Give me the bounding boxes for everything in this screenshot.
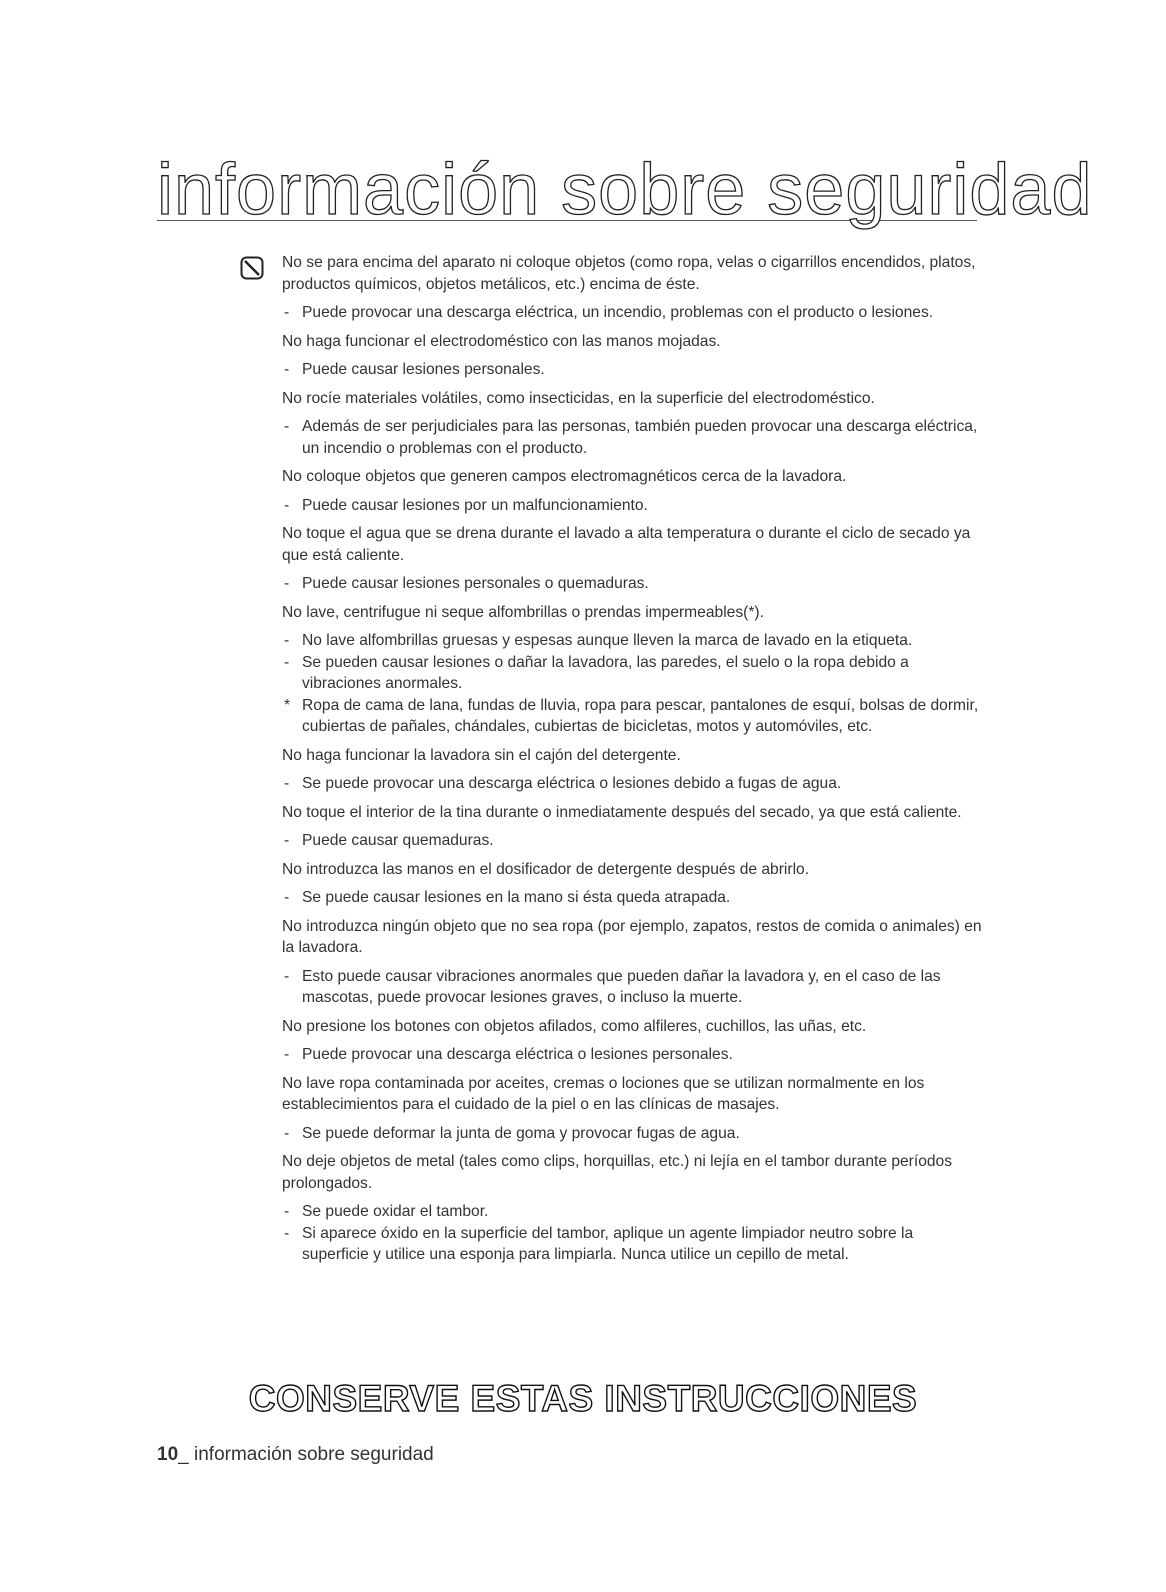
footer-section-title: información sobre seguridad (194, 1444, 434, 1465)
bullet-mark: - (284, 1224, 290, 1242)
warning-text: No toque el interior de la tina durante o inmediatamente después del secado, ya que está caliente. (282, 803, 962, 821)
warning-consequences (282, 416, 982, 459)
consequence-text: Puede causar lesiones personales o quemaduras. (302, 575, 649, 592)
bullet-mark: - (284, 775, 290, 792)
consequence-text: No lave alfombrillas gruesas y espesas aunque lleven la marca de lavado en la etiqueta. (302, 632, 913, 649)
consequence-item (282, 652, 982, 695)
consequence-text: Se pueden causar lesiones o dañar la lavadora, las paredes, el suelo o la ropa debido a vibraciones anormales. (302, 653, 909, 692)
bullet-mark: - (284, 496, 290, 514)
consequence-item (282, 1223, 982, 1266)
warning-text: No introduzca ningún objeto que no sea ropa (por ejemplo, zapatos, restos de comida o animales) en la lavadora. (282, 917, 982, 956)
warning-text: No lave, centrifugue ni seque alfombrillas o prendas impermeables(*). (282, 603, 764, 621)
warning-consequences (282, 630, 982, 738)
bullet-mark: - (284, 418, 290, 435)
consequence-text: Puede causar lesiones por un malfuncionamiento. (302, 496, 648, 514)
page-number: 10 (157, 1444, 179, 1465)
consequence-text: Se puede provocar una descarga eléctrica o lesiones debido a fugas de agua. (302, 775, 842, 792)
warning-text: No toque el agua que se drena durante el lavado a alta temperatura o durante el ciclo de secado ya que está caliente. (282, 525, 971, 564)
warning-text: No se para encima del aparato ni coloque objetos (como ropa, velas o cigarrillos encendidos, platos, productos químicos, objetos metálicos, etc.) encima de éste. (282, 254, 976, 293)
warning-text: No lave ropa contaminada por aceites, cremas o lociones que se utilizan normalmente en los establecimientos para el cuidado de la piel o en las clínicas de masajes. (282, 1074, 925, 1113)
bullet-mark: - (284, 632, 290, 649)
warning-text: No coloque objetos que generen campos electromagnéticos cerca de la lavadora. (282, 468, 847, 485)
page-title-block (157, 142, 1093, 230)
bullet-mark: - (284, 361, 290, 378)
consequence-item (282, 630, 982, 652)
warning-consequences (282, 887, 982, 909)
warning-consequences (282, 773, 982, 795)
bullet-mark: - (284, 653, 290, 671)
bullet-mark: - (284, 1203, 290, 1220)
consequence-item (282, 495, 982, 517)
bullet-mark: - (284, 304, 290, 321)
prohibition-icon (240, 256, 264, 280)
consequence-text: Ropa de cama de lana, fundas de lluvia, ropa para pescar, pantalones de esquí, bolsas de dormir, cubiertas de pañales, chándales, cubiertas de bicicletas, motos y automóviles, etc. (302, 696, 979, 735)
consequence-text: Se puede deformar la junta de goma y provocar fugas de agua. (302, 1124, 740, 1142)
warning-consequences (282, 966, 982, 1009)
warning-consequences (282, 1201, 982, 1266)
consequence-item (282, 1123, 982, 1145)
warning-consequences (282, 573, 982, 595)
consequence-item (282, 416, 982, 459)
consequence-text: Se puede oxidar el tambor. (302, 1203, 489, 1220)
consequence-text: Puede provocar una descarga eléctrica o lesiones personales. (302, 1046, 733, 1063)
warning-consequences (282, 495, 982, 517)
consequence-item (282, 302, 982, 324)
consequence-text: Se puede causar lesiones en la mano si ésta queda atrapada. (302, 889, 731, 906)
warning-consequences (282, 830, 982, 852)
consequence-item (282, 830, 982, 852)
consequence-item (282, 773, 982, 795)
warning-text: No haga funcionar el electrodoméstico con las manos mojadas. (282, 332, 721, 350)
warning-text: No rocíe materiales volátiles, como insecticidas, en la superficie del electrodoméstico. (282, 389, 875, 407)
bullet-mark: - (284, 832, 290, 849)
warning-text: No presione los botones con objetos afilados, como alfileres, cuchillos, las uñas, etc. (282, 1017, 867, 1035)
warning-text: No deje objetos de metal (tales como clips, horquillas, etc.) ni lejía en el tambor durante períodos prolongados. (282, 1153, 953, 1192)
consequence-item (282, 695, 982, 738)
page-title: información sobre seguridad (157, 150, 1093, 230)
warning-consequences (282, 1123, 982, 1145)
warning-text: No introduzca las manos en el dosificador de detergente después de abrirlo. (282, 860, 810, 878)
consequence-text: Si aparece óxido en la superficie del tambor, aplique un agente limpiador neutro sobre la superficie y utilice una esponja para limpiarla. Nunca utilice un cepillo de metal. (302, 1224, 914, 1263)
footer-separator: _ (178, 1444, 194, 1465)
consequence-text: Además de ser perjudiciales para las personas, también pueden provocar una descarga eléctrica, un incendio o problemas con el producto. (302, 418, 978, 457)
consequence-item (282, 887, 982, 909)
bullet-mark: - (284, 575, 290, 592)
consequence-text: Puede causar quemaduras. (302, 832, 494, 849)
bullet-mark: - (284, 967, 290, 985)
bullet-mark: * (284, 696, 291, 714)
consequence-item (282, 1201, 982, 1223)
bullet-mark: - (284, 889, 290, 906)
consequence-item (282, 1044, 982, 1066)
consequence-item (282, 359, 982, 381)
warning-text: No haga funcionar la lavadora sin el cajón del detergente. (282, 746, 681, 764)
consequence-text: Esto puede causar vibraciones anormales que pueden dañar la lavadora y, en el caso de las mascotas, puede provocar lesiones graves, o incluso la muerte. (302, 967, 941, 1006)
consequence-item (282, 573, 982, 595)
safety-warnings-list (282, 252, 982, 1273)
consequence-text: Puede provocar una descarga eléctrica, un incendio, problemas con el producto o lesiones. (302, 304, 934, 321)
page-footer (157, 1444, 434, 1466)
consequence-text: Puede causar lesiones personales. (302, 361, 545, 378)
bullet-mark: - (284, 1046, 290, 1063)
consequence-item (282, 966, 982, 1009)
warning-consequences (282, 359, 982, 381)
warning-consequences (282, 1044, 982, 1066)
conserve-heading: CONSERVE ESTAS INSTRUCCIONES (248, 1378, 918, 1419)
warning-consequences (282, 302, 982, 324)
bullet-mark: - (284, 1124, 290, 1142)
